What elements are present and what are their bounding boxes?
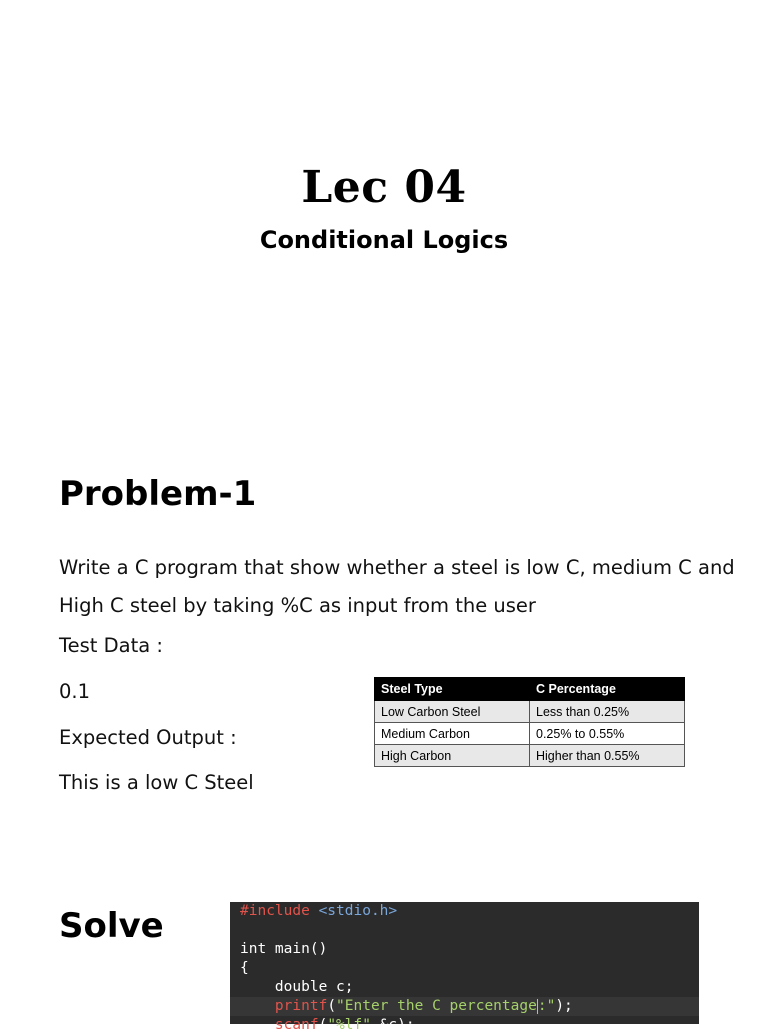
lecture-subtitle: Conditional Logics: [259, 226, 509, 254]
problem-heading: Problem-1: [59, 474, 257, 514]
code-editor-panel: [230, 902, 699, 1033]
code-string: "%lf": [327, 1017, 371, 1033]
table-row: [375, 701, 685, 723]
expected-output-value: This is a low C Steel: [59, 771, 254, 794]
table-row: [375, 745, 685, 767]
table-header-c-percentage: C Percentage: [530, 678, 685, 701]
code-function-scanf: scanf: [274, 1017, 319, 1033]
code-line-declaration: double c;: [240, 979, 354, 995]
lecture-title: Lec 04: [301, 162, 467, 213]
code-paren: (: [318, 1017, 328, 1033]
code-rest: ,&c);: [370, 1017, 415, 1033]
solve-heading: Solve: [59, 906, 164, 946]
code-function-printf: printf: [274, 998, 328, 1014]
steel-type-table: [374, 677, 685, 767]
table-row: [375, 723, 685, 745]
code-line-open-brace: {: [240, 960, 249, 976]
code-indent: [240, 998, 275, 1014]
table-cell-steel-type: Medium Carbon: [375, 723, 530, 745]
problem-statement: Write a C program that show whether a steel is low C, medium C and High C steel by taking %C as input from the user: [59, 556, 735, 617]
code-string: "Enter the C percentage: [336, 998, 537, 1014]
code-indent: [240, 1017, 275, 1033]
expected-output-label: Expected Output :: [59, 726, 237, 749]
code-preprocessor: #include: [240, 903, 310, 919]
code-line-main: int main(): [240, 941, 328, 957]
table-cell-steel-type: High Carbon: [375, 745, 530, 767]
table-cell-c-percentage: 0.25% to 0.55%: [530, 723, 685, 745]
code-close: );: [555, 998, 573, 1014]
table-header-steel-type: Steel Type: [375, 678, 530, 701]
table-cell-c-percentage: Higher than 0.55%: [530, 745, 685, 767]
code-line-scanf: [240, 1016, 415, 1035]
code-include-header: <stdio.h>: [318, 903, 398, 919]
code-line-include: [240, 902, 397, 921]
table-cell-c-percentage: Less than 0.25%: [530, 701, 685, 723]
test-data-label: Test Data :: [59, 634, 163, 657]
table-cell-steel-type: Low Carbon Steel: [375, 701, 530, 723]
code-line-printf: [230, 997, 699, 1016]
table-header-row: [375, 678, 685, 701]
code-paren: (: [327, 998, 337, 1014]
test-data-value: 0.1: [59, 680, 91, 703]
code-string-end: :": [537, 998, 556, 1014]
